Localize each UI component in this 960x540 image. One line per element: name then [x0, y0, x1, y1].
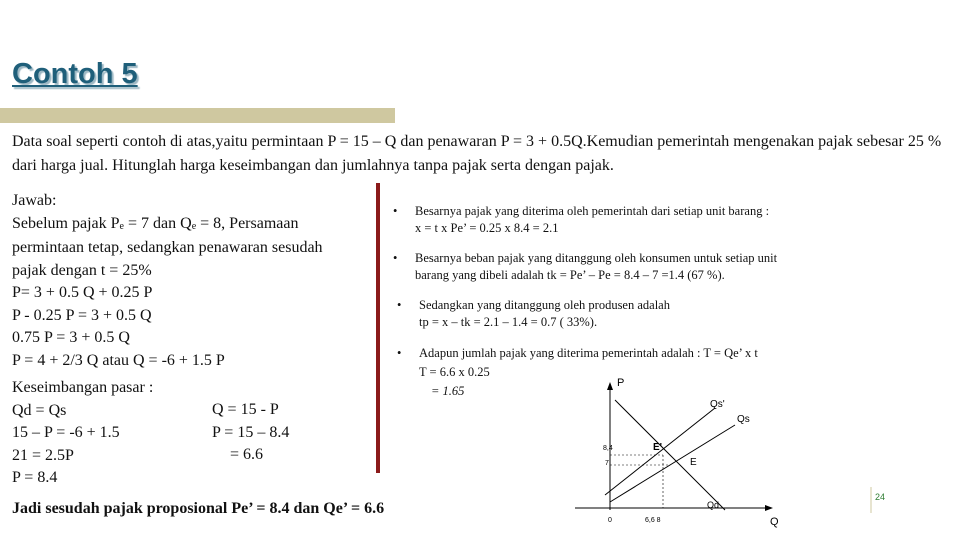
qty-label: 6,6 8 — [645, 517, 661, 524]
answer-line-3: pajak dengan t = 25% — [12, 261, 152, 279]
price-label-8-4: 8,4 — [603, 445, 613, 452]
answer-line-1b: = 7 dan Q — [124, 214, 192, 232]
supply-demand-graph — [565, 370, 780, 535]
qd-label: Qd — [707, 500, 720, 510]
q-axis-label: Q — [770, 516, 779, 528]
e-prime-label: E' — [653, 442, 663, 453]
bullet-4-line-1: Adapun jumlah pajak yang diterima pemerintah adalah : T = Qe’ x t — [419, 346, 758, 360]
bullet-item — [397, 297, 897, 331]
bullet-item — [393, 250, 893, 284]
vertical-divider — [376, 183, 380, 473]
answer-line-6: 0.75 P = 3 + 0.5 Q — [12, 329, 130, 346]
answer-line-1c: = 8, Persamaan — [196, 214, 299, 232]
answer-line-1a: Sebelum pajak P — [12, 214, 120, 232]
equilibrium-line-2: 15 – P = -6 + 1.5 — [12, 424, 120, 441]
equilibrium-right-3: = 6.6 — [230, 446, 264, 463]
e-label: E — [690, 457, 697, 468]
problem-statement: Data soal seperti contoh di atas,yaitu permintaan P = 15 – Q dan penawaran P = 3 + 0.5Q.Kemudian pemerintah mengenakan pajak sebesar 25 % dari harga jual. Hitunglah harga keseimbangan dan jumlahnya tanpa pajak serta dengan pajak. — [12, 133, 942, 174]
bullet-dot: • — [397, 346, 402, 360]
title-underline-bar — [0, 108, 395, 123]
answer-line-5: P - 0.25 P = 3 + 0.5 Q — [12, 306, 152, 324]
answer-line-1 — [12, 213, 372, 238]
equilibrium-line-1: Qd = Qs — [12, 401, 67, 419]
origin-label: 0 — [608, 517, 612, 524]
subscript-e-2: e — [191, 220, 197, 232]
equilibrium-line-4: P = 8.4 — [12, 469, 58, 486]
price-label-7: 7 — [605, 460, 609, 467]
equilibrium-right-2: P = 15 – 8.4 — [212, 423, 290, 441]
equilibrium-heading: Keseimbangan pasar : — [12, 379, 154, 396]
qs-prime-label: Qs' — [710, 399, 725, 410]
y-axis-arrow — [607, 382, 613, 390]
answer-line-2: permintaan tetap, sedangkan penawaran sesudah — [12, 239, 323, 256]
equilibrium-right-block — [212, 399, 289, 467]
page-number-box — [845, 487, 897, 513]
bullet-2-line-1: Besarnya beban pajak yang ditanggung oleh konsumen untuk setiap unit — [415, 251, 778, 265]
bullet-3-line-2: tp = x – tk = 2.1 – 1.4 = 0.7 ( 33%). — [419, 315, 598, 329]
bullet-dot: • — [393, 204, 398, 218]
x-axis-arrow — [765, 505, 773, 511]
answer-line-7: P = 4 + 2/3 Q atau Q = -6 + 1.5 P — [12, 351, 225, 369]
supply-curve-qs — [610, 425, 735, 502]
answer-line-4: P= 3 + 0.5 Q + 0.25 P — [12, 284, 153, 301]
equilibrium-right-1: Q = 15 - P — [212, 401, 279, 418]
answer-heading: Jawab: — [12, 192, 57, 209]
qs-label: Qs — [737, 414, 750, 425]
bullet-3-line-1: Sedangkan yang ditanggung oleh produsen adalah — [419, 298, 670, 312]
page-number: 24 — [875, 492, 886, 502]
bullet-dot: • — [397, 298, 402, 312]
slide-title: Contoh 5 — [12, 58, 138, 90]
conclusion: Jadi sesudah pajak proposional Pe’ = 8.4 dan Qe’ = 6.6 — [12, 500, 385, 517]
bullet-1-line-1: Besarnya pajak yang diterima oleh pemerintah dari setiap unit barang : — [415, 204, 770, 218]
subscript-e: e — [119, 220, 124, 232]
bullet-4-line-3: = 1.65 — [431, 384, 465, 398]
bullet-item — [393, 203, 893, 237]
bullet-1-line-2: x = t x Pe’ = 0.25 x 8.4 = 2.1 — [415, 221, 559, 235]
bullet-dot: • — [393, 251, 398, 265]
p-axis-label: P — [617, 377, 625, 389]
bullet-2-line-2: barang yang dibeli adalah tk = Pe’ – Pe = 8.4 – 7 =1.4 (67 %). — [415, 268, 725, 282]
equilibrium-block — [12, 377, 153, 490]
page-number-frame — [845, 487, 897, 513]
bullet-4-line-2: T = 6.6 x 0.25 — [419, 365, 490, 379]
equilibrium-line-3: 21 = 2.5P — [12, 446, 74, 464]
answer-block — [12, 190, 372, 372]
